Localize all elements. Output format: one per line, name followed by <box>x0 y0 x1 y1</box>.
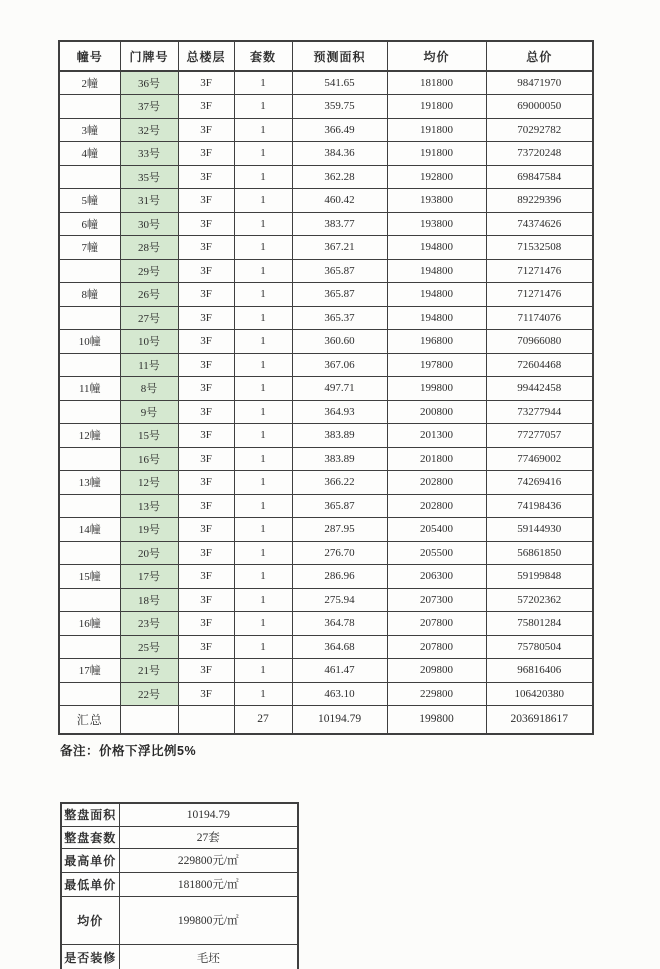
summary-row <box>61 848 298 872</box>
table-cell: 71271476 <box>486 259 593 283</box>
table-cell: 89229396 <box>486 189 593 213</box>
table-cell: 3F <box>178 283 234 307</box>
table-row <box>59 682 593 706</box>
table-cell: 3F <box>178 377 234 401</box>
table-cell: 1 <box>234 471 292 495</box>
table-cell: 275.94 <box>292 588 387 612</box>
table-cell: 196800 <box>387 330 486 354</box>
table-cell: 1 <box>234 565 292 589</box>
table-cell <box>59 447 120 471</box>
table-cell: 77277057 <box>486 424 593 448</box>
table-cell: 1 <box>234 259 292 283</box>
table-cell: 3F <box>178 612 234 636</box>
door-number-cell: 8号 <box>120 377 178 401</box>
table-cell: 1 <box>234 189 292 213</box>
table-cell: 461.47 <box>292 659 387 683</box>
door-number-cell: 37号 <box>120 95 178 119</box>
table-cell: 69000050 <box>486 95 593 119</box>
table-cell: 59199848 <box>486 565 593 589</box>
summary-label: 整盘套数 <box>61 826 119 848</box>
door-number-cell: 23号 <box>120 612 178 636</box>
table-cell: 5幢 <box>59 189 120 213</box>
table-row <box>59 377 593 401</box>
table-row <box>59 424 593 448</box>
table-cell: 1 <box>234 494 292 518</box>
table-cell: 497.71 <box>292 377 387 401</box>
table-cell: 201300 <box>387 424 486 448</box>
table-cell: 3F <box>178 447 234 471</box>
door-number-cell: 32号 <box>120 118 178 142</box>
table-cell: 1 <box>234 518 292 542</box>
summary-label: 整盘面积 <box>61 803 119 826</box>
door-number-cell: 35号 <box>120 165 178 189</box>
table-row <box>59 635 593 659</box>
door-number-cell: 18号 <box>120 588 178 612</box>
door-number-cell: 13号 <box>120 494 178 518</box>
table-cell: 73277944 <box>486 400 593 424</box>
table-cell: 181800 <box>387 71 486 95</box>
table-cell: 366.22 <box>292 471 387 495</box>
table-cell: 27 <box>234 706 292 734</box>
table-row <box>59 283 593 307</box>
table-cell: 70292782 <box>486 118 593 142</box>
table-cell: 99442458 <box>486 377 593 401</box>
summary-value: 10194.79 <box>119 803 298 826</box>
table-cell: 3F <box>178 71 234 95</box>
table-cell: 13幢 <box>59 471 120 495</box>
table-cell: 1 <box>234 659 292 683</box>
table-cell: 1 <box>234 71 292 95</box>
door-number-cell: 17号 <box>120 565 178 589</box>
table-cell: 191800 <box>387 142 486 166</box>
table-row <box>59 612 593 636</box>
door-number-cell: 15号 <box>120 424 178 448</box>
table-cell: 75780504 <box>486 635 593 659</box>
table-row <box>59 118 593 142</box>
table-cell: 3F <box>178 494 234 518</box>
price-table-body <box>59 71 593 734</box>
table-cell: 194800 <box>387 283 486 307</box>
table-cell <box>59 95 120 119</box>
table-cell: 14幢 <box>59 518 120 542</box>
summary-label: 是否装修 <box>61 944 119 969</box>
table-cell: 1 <box>234 118 292 142</box>
table-row <box>59 189 593 213</box>
table-cell: 17幢 <box>59 659 120 683</box>
table-cell: 201800 <box>387 447 486 471</box>
table-cell: 74374626 <box>486 212 593 236</box>
door-number-cell: 9号 <box>120 400 178 424</box>
table-cell: 360.60 <box>292 330 387 354</box>
table-cell <box>59 306 120 330</box>
table-cell: 365.87 <box>292 259 387 283</box>
table-cell: 2幢 <box>59 71 120 95</box>
table-cell: 98471970 <box>486 71 593 95</box>
table-row <box>59 236 593 260</box>
table-cell: 10幢 <box>59 330 120 354</box>
table-cell: 3F <box>178 259 234 283</box>
door-number-cell: 20号 <box>120 541 178 565</box>
table-cell <box>59 494 120 518</box>
table-cell: 1 <box>234 212 292 236</box>
table-cell: 77469002 <box>486 447 593 471</box>
table-cell: 383.89 <box>292 424 387 448</box>
table-cell: 194800 <box>387 236 486 260</box>
table-cell: 3F <box>178 353 234 377</box>
table-cell: 364.68 <box>292 635 387 659</box>
table-row <box>59 142 593 166</box>
table-cell: 8幢 <box>59 283 120 307</box>
table-cell: 202800 <box>387 494 486 518</box>
column-header: 预测面积 <box>292 41 387 71</box>
table-cell: 3幢 <box>59 118 120 142</box>
table-cell: 3F <box>178 471 234 495</box>
column-header: 总楼层 <box>178 41 234 71</box>
summary-value: 181800元/㎡ <box>119 872 298 896</box>
table-row <box>59 306 593 330</box>
table-cell: 3F <box>178 330 234 354</box>
door-number-cell: 22号 <box>120 682 178 706</box>
table-cell: 191800 <box>387 118 486 142</box>
table-cell: 287.95 <box>292 518 387 542</box>
table-cell: 1 <box>234 612 292 636</box>
table-cell: 1 <box>234 541 292 565</box>
table-cell: 74269416 <box>486 471 593 495</box>
table-cell: 71174076 <box>486 306 593 330</box>
table-cell: 106420380 <box>486 682 593 706</box>
door-number-cell: 30号 <box>120 212 178 236</box>
table-cell: 73720248 <box>486 142 593 166</box>
table-row <box>59 518 593 542</box>
table-cell: 229800 <box>387 682 486 706</box>
door-number-cell: 19号 <box>120 518 178 542</box>
table-cell <box>59 635 120 659</box>
table-cell: 75801284 <box>486 612 593 636</box>
table-cell: 193800 <box>387 189 486 213</box>
column-header: 幢号 <box>59 41 120 71</box>
table-cell: 364.78 <box>292 612 387 636</box>
table-cell: 3F <box>178 95 234 119</box>
table-cell: 96816406 <box>486 659 593 683</box>
door-number-cell: 27号 <box>120 306 178 330</box>
column-header: 门牌号 <box>120 41 178 71</box>
table-cell: 1 <box>234 330 292 354</box>
summary-label: 均价 <box>61 896 119 944</box>
table-cell: 汇总 <box>59 706 120 734</box>
column-header: 均价 <box>387 41 486 71</box>
table-cell: 194800 <box>387 259 486 283</box>
table-cell: 3F <box>178 212 234 236</box>
table-cell: 460.42 <box>292 189 387 213</box>
summary-row <box>61 803 298 826</box>
summary-row <box>61 896 298 944</box>
table-row <box>59 471 593 495</box>
table-cell: 57202362 <box>486 588 593 612</box>
summary-table-body <box>61 803 298 969</box>
column-header: 总价 <box>486 41 593 71</box>
door-number-cell: 29号 <box>120 259 178 283</box>
table-cell: 74198436 <box>486 494 593 518</box>
table-row <box>59 588 593 612</box>
table-row <box>59 212 593 236</box>
table-cell: 71271476 <box>486 283 593 307</box>
table-cell: 3F <box>178 659 234 683</box>
door-number-cell: 25号 <box>120 635 178 659</box>
door-number-cell: 28号 <box>120 236 178 260</box>
table-cell <box>59 400 120 424</box>
table-cell: 3F <box>178 518 234 542</box>
table-cell: 1 <box>234 236 292 260</box>
door-number-cell: 36号 <box>120 71 178 95</box>
total-row <box>59 706 593 734</box>
door-number-cell: 26号 <box>120 283 178 307</box>
table-cell: 3F <box>178 588 234 612</box>
table-cell: 276.70 <box>292 541 387 565</box>
table-cell <box>59 588 120 612</box>
column-header: 套数 <box>234 41 292 71</box>
table-cell <box>178 706 234 734</box>
door-number-cell: 16号 <box>120 447 178 471</box>
table-cell: 1 <box>234 682 292 706</box>
summary-table <box>60 802 299 969</box>
table-cell: 286.96 <box>292 565 387 589</box>
door-number-cell <box>120 706 178 734</box>
table-cell: 199800 <box>387 377 486 401</box>
summary-label: 最高单价 <box>61 848 119 872</box>
table-cell: 1 <box>234 635 292 659</box>
door-number-cell: 33号 <box>120 142 178 166</box>
door-number-cell: 31号 <box>120 189 178 213</box>
table-cell: 383.89 <box>292 447 387 471</box>
table-cell: 3F <box>178 118 234 142</box>
table-cell: 1 <box>234 447 292 471</box>
table-cell: 4幢 <box>59 142 120 166</box>
table-row <box>59 400 593 424</box>
table-cell: 11幢 <box>59 377 120 401</box>
table-cell: 366.49 <box>292 118 387 142</box>
table-cell: 15幢 <box>59 565 120 589</box>
table-cell: 72604468 <box>486 353 593 377</box>
table-cell: 56861850 <box>486 541 593 565</box>
table-cell: 364.93 <box>292 400 387 424</box>
table-cell: 206300 <box>387 565 486 589</box>
table-cell: 12幢 <box>59 424 120 448</box>
door-number-cell: 12号 <box>120 471 178 495</box>
table-cell: 193800 <box>387 212 486 236</box>
door-number-cell: 10号 <box>120 330 178 354</box>
table-cell: 3F <box>178 682 234 706</box>
table-cell: 207300 <box>387 588 486 612</box>
table-row <box>59 659 593 683</box>
table-cell: 197800 <box>387 353 486 377</box>
table-cell <box>59 353 120 377</box>
table-cell: 194800 <box>387 306 486 330</box>
table-cell: 200800 <box>387 400 486 424</box>
price-table <box>58 40 594 735</box>
table-cell: 3F <box>178 189 234 213</box>
table-cell: 365.87 <box>292 494 387 518</box>
table-row <box>59 330 593 354</box>
table-cell: 59144930 <box>486 518 593 542</box>
summary-row <box>61 826 298 848</box>
table-cell: 541.65 <box>292 71 387 95</box>
table-cell: 10194.79 <box>292 706 387 734</box>
table-cell: 205400 <box>387 518 486 542</box>
table-cell: 384.36 <box>292 142 387 166</box>
table-cell: 463.10 <box>292 682 387 706</box>
table-cell: 365.87 <box>292 283 387 307</box>
table-cell: 7幢 <box>59 236 120 260</box>
note-text: 备注：价格下浮比例5% <box>60 744 197 758</box>
summary-row <box>61 872 298 896</box>
table-cell: 1 <box>234 142 292 166</box>
summary-value: 毛坯 <box>119 944 298 969</box>
table-cell: 3F <box>178 400 234 424</box>
table-cell: 1 <box>234 588 292 612</box>
table-cell: 3F <box>178 306 234 330</box>
table-cell: 205500 <box>387 541 486 565</box>
table-cell: 6幢 <box>59 212 120 236</box>
table-cell: 70966080 <box>486 330 593 354</box>
table-cell: 1 <box>234 283 292 307</box>
table-cell <box>59 541 120 565</box>
table-cell: 1 <box>234 165 292 189</box>
table-cell: 207800 <box>387 635 486 659</box>
table-cell: 3F <box>178 424 234 448</box>
table-cell: 1 <box>234 353 292 377</box>
table-cell: 3F <box>178 565 234 589</box>
table-cell: 1 <box>234 400 292 424</box>
table-cell: 209800 <box>387 659 486 683</box>
table-cell: 383.77 <box>292 212 387 236</box>
table-cell: 1 <box>234 95 292 119</box>
table-cell: 3F <box>178 165 234 189</box>
table-cell: 3F <box>178 236 234 260</box>
table-row <box>59 494 593 518</box>
summary-row <box>61 944 298 969</box>
table-cell: 202800 <box>387 471 486 495</box>
summary-label: 最低单价 <box>61 872 119 896</box>
table-cell: 3F <box>178 541 234 565</box>
table-row <box>59 165 593 189</box>
table-row <box>59 447 593 471</box>
table-cell: 69847584 <box>486 165 593 189</box>
table-cell: 3F <box>178 635 234 659</box>
table-row <box>59 95 593 119</box>
table-row <box>59 259 593 283</box>
header-row <box>59 41 593 71</box>
table-cell: 71532508 <box>486 236 593 260</box>
table-cell: 359.75 <box>292 95 387 119</box>
door-number-cell: 21号 <box>120 659 178 683</box>
table-cell: 365.37 <box>292 306 387 330</box>
table-cell: 3F <box>178 142 234 166</box>
table-cell: 199800 <box>387 706 486 734</box>
table-cell <box>59 165 120 189</box>
table-row <box>59 353 593 377</box>
table-row <box>59 541 593 565</box>
table-cell: 16幢 <box>59 612 120 636</box>
summary-value: 199800元/㎡ <box>119 896 298 944</box>
table-cell: 207800 <box>387 612 486 636</box>
table-cell: 367.06 <box>292 353 387 377</box>
summary-value: 229800元/㎡ <box>119 848 298 872</box>
door-number-cell: 11号 <box>120 353 178 377</box>
table-cell: 2036918617 <box>486 706 593 734</box>
table-cell: 192800 <box>387 165 486 189</box>
table-cell: 1 <box>234 424 292 448</box>
table-cell: 362.28 <box>292 165 387 189</box>
table-cell <box>59 259 120 283</box>
table-row <box>59 565 593 589</box>
table-cell: 1 <box>234 377 292 401</box>
table-cell: 367.21 <box>292 236 387 260</box>
table-row <box>59 71 593 95</box>
table-cell <box>59 682 120 706</box>
table-cell: 191800 <box>387 95 486 119</box>
table-cell: 1 <box>234 306 292 330</box>
summary-value: 27套 <box>119 826 298 848</box>
